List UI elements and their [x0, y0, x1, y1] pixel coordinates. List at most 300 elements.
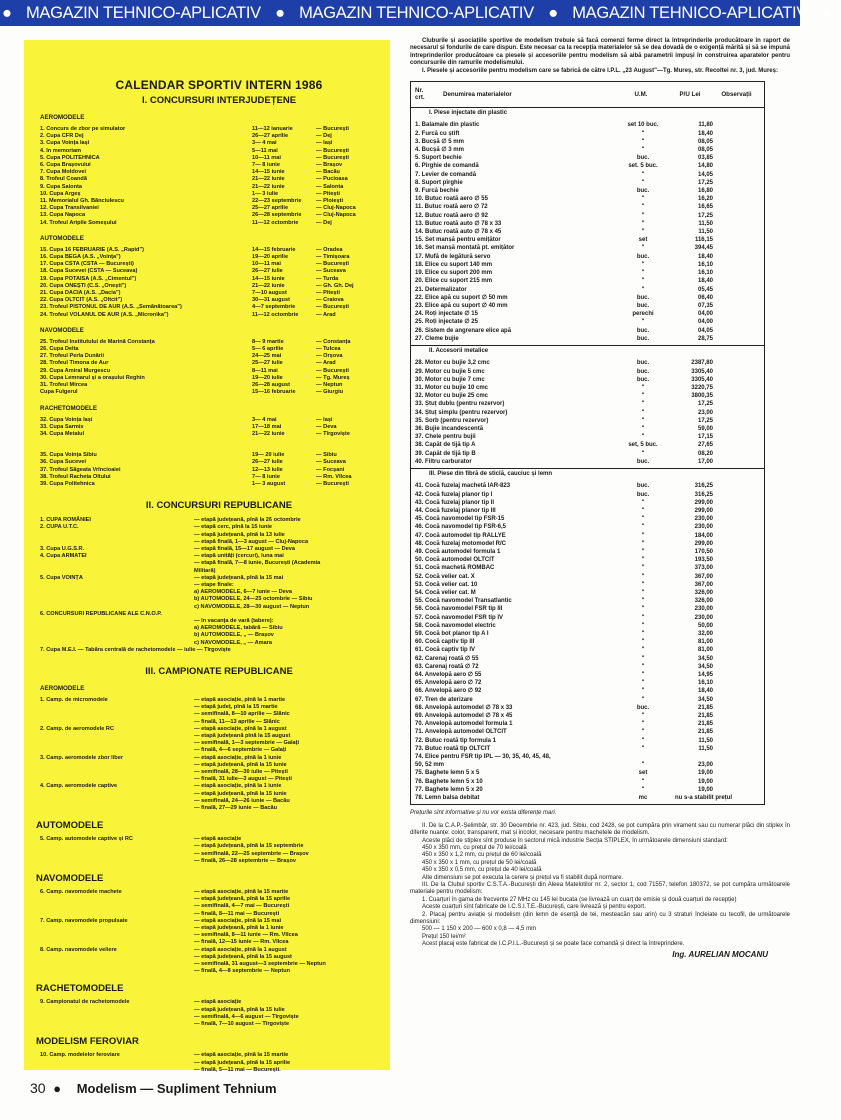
event-place: — Dej	[316, 219, 332, 226]
price: 14,95	[697, 672, 713, 679]
event-date: 21—22 iunie	[252, 430, 285, 437]
stage-line: — finală, 26—28 septembrie — Brașov	[194, 857, 296, 864]
material-name: 7. Levier de comandă	[415, 171, 477, 178]
event-place: — Suceava	[316, 459, 346, 466]
page-footer	[30, 1080, 277, 1096]
calendar-row	[36, 176, 382, 183]
table-row	[415, 179, 764, 187]
calendar-row	[36, 312, 382, 319]
material-name: 18. Elice cu suport 140 mm	[415, 261, 493, 268]
event-place: — Arad	[316, 311, 336, 318]
event-name: 3. Cupa Voința Iași	[40, 140, 90, 147]
material-name: 15. Set manșă pentru emițător	[415, 237, 501, 244]
event-name: 7. Cupa Moldovei	[40, 169, 86, 176]
event-date: 14—15 iunie	[252, 275, 285, 282]
unit: buc.	[636, 327, 650, 334]
observation	[713, 638, 764, 646]
material-name: 13. Butuc roată auto ∅ 78 x 33	[415, 220, 502, 227]
material-name: 61. Cocă captiv tip IV	[415, 647, 476, 654]
price: 18,40	[697, 130, 713, 137]
event-date: 7— 8 iunie	[252, 162, 280, 169]
material-name: 45. Cocă navomodel tip FSR-15	[415, 516, 505, 523]
unit: "	[641, 655, 645, 662]
event-date: 7—10 august	[252, 290, 287, 297]
event-place: — București	[316, 480, 349, 487]
material-name: 9. Furcă bechie	[415, 188, 459, 195]
championship-name: 5. Camp. automodele captive și RC	[40, 836, 133, 843]
table-row	[415, 441, 764, 449]
price: 17,25	[697, 417, 713, 424]
price: 34,50	[697, 663, 713, 670]
event-name: 28. Trofeul Timona de Aur	[40, 360, 109, 367]
material-name: 64. Anvelopă aero ∅ 55	[415, 672, 482, 679]
event-name: 18. Cupa Sucevei (CSTA — Suceava)	[40, 268, 138, 275]
event-date: 12—13 iulie	[252, 466, 283, 473]
group-title: II. Accesorii metalice	[429, 347, 489, 354]
stage-line: — etapă județeană, pînă la 15 aprilie	[194, 1059, 291, 1066]
table-row	[415, 704, 764, 712]
event-name: 1. Concurs de zbor pe simulator	[40, 126, 126, 132]
stage-line: — etapă finală, 1—3 august — Cluj-Napoca	[194, 538, 309, 545]
unit: buc.	[636, 294, 650, 301]
price: 08,05	[697, 147, 713, 154]
table-row	[415, 286, 764, 294]
event-date: 3— 4 mai	[252, 416, 277, 423]
event-name: 13. Cupa Napoca	[40, 212, 86, 219]
price: 3305,40	[691, 368, 713, 375]
unit: "	[641, 425, 645, 432]
event-name: 38. Trofeul Racheta Oltului	[40, 473, 111, 480]
price: 16,10	[697, 261, 713, 268]
material-name: 50, 52 mm	[415, 762, 445, 769]
calendar-row	[36, 474, 382, 481]
price: 59,00	[697, 425, 713, 432]
unit: "	[641, 549, 645, 555]
championship-name: 8. Camp. navomodele veliere	[40, 946, 117, 953]
unit: "	[641, 434, 645, 441]
calendar-row	[36, 283, 382, 290]
event-place: — Salonta	[316, 183, 344, 190]
event-name: 35. Cupa Voința Sibiu	[40, 452, 97, 459]
championship	[36, 889, 382, 918]
observation	[713, 745, 764, 753]
event-date: 11—12 octombrie	[252, 219, 299, 226]
table-row	[415, 212, 764, 220]
price: 28,75	[697, 335, 713, 342]
unit: "	[641, 319, 645, 326]
republican-contest	[36, 647, 382, 654]
unit: "	[641, 762, 645, 769]
table-header	[411, 82, 764, 108]
price: 16,10	[697, 680, 713, 687]
table-row	[415, 269, 764, 277]
unit: set. 5 buc.	[628, 163, 658, 170]
material-name: 31. Motor cu bujie 10 cmc	[415, 384, 489, 391]
stage-line: a) AEROMODELE, 6—7 iunie — Deva	[194, 589, 293, 596]
stage-line: Militară)	[194, 567, 216, 574]
contest-stages	[194, 524, 382, 546]
material-name: 65. Anvelopă aero ∅ 72	[415, 680, 482, 687]
material-name: 37. Chele pentru bujii	[415, 434, 476, 441]
stage-line: — finală, 12—15 iunie — Rm. Vîlcea	[194, 939, 289, 946]
unit: buc.	[636, 188, 650, 195]
championship-name: 4. Camp. aeromodele captive	[40, 783, 118, 790]
stage-line: — etapă județeană, pînă la 15 iunie	[194, 761, 287, 768]
event-date: 22—23 septembrie	[252, 198, 302, 205]
republican-contest	[36, 524, 382, 546]
stage-line: — semifinală, 4—7 mai — București	[194, 903, 290, 910]
observation	[713, 761, 764, 769]
paragraph: Prețul 150 lei/m²	[422, 933, 466, 940]
material-name: 5. Suport bechie	[415, 155, 462, 162]
observation	[713, 384, 764, 392]
col-price: P/U Lei	[679, 91, 701, 99]
calendar-row	[36, 212, 382, 219]
event-name: 37. Trofeul Săgeata Vrîncioaiei	[40, 466, 121, 473]
event-date: 21—22 iunie	[252, 282, 285, 289]
observation	[713, 515, 764, 523]
unit: "	[641, 499, 645, 506]
contest-name: 2. CUPA U.T.C.	[40, 524, 79, 531]
unit: "	[641, 212, 645, 219]
table-row	[415, 425, 764, 433]
calendar-row	[36, 431, 382, 438]
price: 19,00	[697, 770, 713, 777]
material-name: 34. Ștuț simplu (pentru rezervor)	[415, 409, 508, 416]
table-row	[415, 318, 764, 326]
republican-contest	[36, 517, 382, 524]
event-name: 5. Cupa POLITEHNICA	[40, 154, 100, 161]
stage-line: — finală, 5—11 mai — București.	[194, 1066, 281, 1073]
banner-text: MAGAZIN TEHNICO-APLICATIV	[572, 4, 808, 22]
material-name: 74. Elice pentru FSR tip IPL — 30, 35, 40, 45, 48,	[415, 754, 551, 761]
material-name: 23. Elice apă cu suport ∅ 40 mm	[415, 302, 508, 309]
championship-name: 7. Camp. navomodele propulsate	[40, 917, 128, 924]
observation	[713, 441, 764, 449]
unit: "	[641, 565, 645, 572]
observation	[713, 671, 764, 679]
table-row	[415, 646, 764, 654]
table-row	[415, 597, 764, 605]
event-name: 30. Cupa Lemnarul și a orașului Reghin	[40, 374, 145, 381]
price: 17,25	[697, 212, 713, 219]
unit: "	[641, 179, 645, 186]
observation	[713, 179, 764, 187]
material-name: 75. Baghete lemn 5 x 5	[415, 770, 480, 777]
contest-name: 3. Cupa U.G.S.R.	[40, 545, 85, 552]
calendar-row	[36, 417, 382, 424]
price: 19,00	[697, 778, 713, 785]
material-name: 59. Cocă bot planor tip A I	[415, 631, 489, 638]
dimensions-list	[410, 845, 790, 875]
stage-line: — etapă județeană, pînă la 13 iulie	[194, 531, 285, 538]
unit: mc	[638, 795, 648, 802]
event-name: 29. Cupa Amiral Murgescu	[40, 367, 111, 374]
championship-stages	[194, 999, 382, 1028]
calendar-row	[36, 162, 382, 169]
table-row	[415, 548, 764, 556]
material-name: 72. Butuc roată tip formula 1	[415, 737, 497, 744]
unit	[611, 753, 675, 761]
unit: set	[638, 237, 648, 244]
event-name: 4. In memoriam	[40, 147, 82, 154]
col-nr: Nr. crt.	[415, 87, 425, 101]
observation	[713, 269, 764, 277]
event-place: — București	[316, 126, 349, 132]
publication-name: Modelism — Supliment Tehnium	[76, 1081, 277, 1096]
championship	[36, 755, 382, 784]
event-place: — Cluj-Napoca	[316, 205, 356, 212]
material-name: 12. Butuc roată aero ∅ 92	[415, 212, 488, 219]
event-place: — Brașov	[316, 162, 343, 169]
price: 06,40	[697, 294, 713, 301]
unit: "	[641, 524, 645, 531]
republican-contest	[36, 611, 382, 647]
unit: "	[641, 270, 645, 277]
observation	[713, 548, 764, 556]
calendar-row	[36, 382, 382, 389]
observation	[713, 540, 764, 548]
contest-stages	[194, 553, 382, 575]
price: 326,00	[694, 598, 713, 605]
unit: set	[638, 770, 648, 777]
material-name: 52. Cocă velier cat. X	[415, 573, 475, 580]
observation	[713, 523, 764, 531]
championship-stages	[194, 947, 382, 976]
championship	[36, 783, 382, 812]
calendar-row	[36, 353, 382, 360]
calendar-row	[36, 247, 382, 254]
table-row	[415, 162, 764, 170]
observation	[713, 195, 764, 203]
material-name: 4. Bucșă ∅ 3 mm	[415, 147, 464, 154]
table-row	[415, 679, 764, 687]
event-date: 21—22 iunie	[252, 176, 285, 183]
stage-line: c) NAVOMODELE, „ — Amara	[194, 639, 273, 646]
event-name: 11. Memorialul Gh. Bănciulescu	[40, 198, 124, 205]
price: 34,50	[697, 655, 713, 662]
table-row	[415, 638, 764, 646]
championship	[36, 1052, 382, 1074]
event-date: 17—18 mai	[252, 423, 282, 430]
price: 07,35	[697, 302, 713, 309]
calendar-row	[36, 424, 382, 431]
event-place: — Focșani	[316, 466, 345, 473]
stage-line: — etapă județeană, pînă la 15 septembrie	[194, 843, 304, 850]
observation	[713, 507, 764, 515]
observation	[713, 409, 764, 417]
table-row	[415, 794, 764, 802]
magazine-banner	[0, 0, 831, 26]
observation	[713, 646, 764, 654]
calendar-row	[36, 198, 382, 205]
contest-stages	[194, 546, 382, 553]
price	[675, 753, 713, 761]
event-place: — Pucioasa	[316, 176, 348, 183]
event-place: — Rm. Vîlcea	[316, 473, 352, 480]
table-row	[415, 302, 764, 310]
table-row	[415, 417, 764, 425]
table-row	[415, 507, 764, 515]
banner-bullet: ●	[821, 4, 831, 22]
table-row	[415, 614, 764, 622]
unit: "	[641, 401, 645, 408]
event-name: 27. Trofeul Perla Dunării	[40, 353, 105, 360]
material-name: 16. Set manșă montată pt. emițător	[415, 245, 515, 252]
category-heading: NAVOMODELE	[40, 326, 84, 334]
unit: "	[641, 631, 645, 638]
observation	[713, 597, 764, 605]
stage-line: — etapă finală, 15—17 august — Deva	[194, 545, 296, 552]
event-place: — Pitești	[316, 290, 340, 297]
unit: "	[641, 147, 645, 154]
material-name: 43. Cocă fuzelaj planor tip II	[415, 499, 495, 506]
price: 04,00	[697, 311, 713, 318]
observation	[713, 778, 764, 786]
table-row	[415, 581, 764, 589]
table-row	[415, 253, 764, 261]
table-group	[411, 108, 764, 346]
event-date: 5—11 mai	[252, 147, 278, 154]
banner-bullet: ●	[2, 4, 12, 22]
stage-line: — etapă asociație, pînă la 1 iunie	[194, 783, 282, 790]
price: 18,40	[697, 253, 713, 260]
price: 16,65	[697, 204, 713, 211]
observation	[713, 310, 764, 318]
observation	[713, 712, 764, 720]
stage-line: — semifinală, 1—3 septembrie — Galați	[194, 740, 300, 747]
table-row	[415, 605, 764, 613]
event-place: — Iași	[316, 140, 333, 147]
price: 18,40	[697, 688, 713, 695]
stage-line: — finală, 7—10 august — Tîrgoviște	[194, 1021, 290, 1028]
material-name: 62. Carenaj roată ∅ 55	[415, 655, 479, 662]
material-name: 17. Mufă de legătură servo	[415, 253, 491, 260]
dimension-line: 450 x 350 x 0,5 mm, cu prețul de 40 lei/coală	[422, 867, 542, 874]
championship-stages	[194, 836, 382, 865]
unit: "	[641, 581, 645, 588]
contest-name: 4. Cupa ARMATEI	[40, 553, 87, 560]
observation	[713, 737, 764, 745]
material-name: 14. Butuc roată auto ∅ 78 x 45	[415, 229, 502, 236]
material-name: 11. Butuc roată aero ∅ 72	[415, 204, 488, 211]
observation	[713, 130, 764, 138]
championship-name: 6. Camp. navomodele machete	[40, 889, 122, 896]
unit: "	[641, 745, 645, 752]
unit: "	[641, 737, 645, 744]
group-title: III. Piese din fibră de sticlă, cauciuc și lemn	[429, 470, 553, 477]
championship-stages	[194, 783, 382, 812]
table-row	[415, 384, 764, 392]
contest-name: 6. CONCURSURI REPUBLICANE ALE C.N.O.P.	[40, 610, 162, 617]
table-row	[415, 130, 764, 138]
unit: "	[641, 507, 645, 514]
unit: set, 5 buc.	[628, 442, 658, 449]
price: 81,00	[697, 639, 713, 646]
material-name: 53. Cocă velier cat. 10	[415, 581, 478, 588]
stage-line: — etape finale:	[194, 581, 234, 588]
table-row	[415, 277, 764, 285]
stage-line: — etapă asociație, pînă la 15 martie	[194, 889, 289, 896]
championship-stages	[194, 755, 382, 784]
observation	[713, 146, 764, 154]
event-date: 26—27 iulie	[252, 459, 283, 466]
material-name: 70. Anvelopă automodel formula 1	[415, 721, 513, 728]
calendar-row	[36, 126, 382, 133]
unit: buc.	[636, 368, 650, 375]
observation	[713, 786, 764, 794]
paragraph: 1. Cuarțuri în gama de frecvențe 27 MHz cu 145 lei bucata (se livrează un cuarț de emisie și două cuarțuri de recepție)	[422, 896, 737, 903]
observation	[713, 499, 764, 507]
republican-contest	[36, 575, 382, 611]
contest-name: 5. Cupa VOINȚA	[40, 574, 83, 581]
price: 21,85	[697, 713, 713, 720]
price: 170,50	[694, 549, 713, 555]
stage-line: b) AUTOMODELE, 24—25 octombrie — Sibiu	[194, 596, 313, 603]
observation	[713, 294, 764, 302]
calendar-row	[36, 459, 382, 466]
observation	[713, 614, 764, 622]
price: 17,25	[697, 179, 713, 186]
price: 230,00	[694, 606, 713, 613]
unit: "	[641, 778, 645, 785]
material-name: 48. Cocă fuzelaj motomodel R/C	[415, 540, 507, 547]
event-name: 23. Trofeul PISTONUL DE AUR (A.S. „Semănătoarea")	[40, 304, 182, 311]
event-place: — Turda	[316, 275, 339, 282]
material-name: 38. Capăt de tijă tip A	[415, 442, 476, 449]
price: 17,25	[697, 401, 713, 408]
table-row	[415, 786, 764, 794]
campionate-list	[36, 685, 382, 1074]
unit: "	[641, 540, 645, 547]
price: 19,00	[697, 786, 713, 793]
event-place: — Neptun	[316, 382, 343, 389]
event-date: 25—27 iulie	[252, 360, 283, 367]
material-name: 30. Motor cu bujie 7 cmc	[415, 376, 485, 383]
table-row	[415, 121, 764, 129]
contest-name: 1. CUPA ROMÂNIEI	[40, 517, 91, 524]
material-name: 27. Cleme bujie	[415, 335, 459, 342]
table-row	[415, 228, 764, 236]
price: 14,80	[697, 163, 713, 170]
stage-line: — etapă județeană, pînă la 15 august	[194, 953, 292, 960]
material-name: 32. Motor cu bujie 25 cmc	[415, 393, 489, 400]
bullet-icon: ●	[53, 1081, 62, 1096]
category-heading: MODELISM FEROVIAR	[36, 1036, 139, 1048]
unit: "	[641, 261, 645, 268]
calendar-row	[36, 220, 382, 227]
price: 230,00	[694, 516, 713, 523]
calendar-row	[36, 297, 382, 304]
material-name: 73. Butuc roată tip OLTCIT	[415, 745, 491, 752]
event-name: 20. Cupa ONEȘTI (C.S. „Onești")	[40, 282, 127, 289]
observation	[713, 753, 764, 761]
table-row	[415, 392, 764, 400]
event-date: 25—27 aprilie	[252, 205, 289, 212]
event-place: — Oradea	[316, 246, 343, 253]
price: 184,00	[694, 532, 713, 539]
price: 3800,35	[691, 393, 713, 400]
price: 16,10	[697, 270, 713, 277]
event-name: 16. Cupa BEGA (A.S. „Voința")	[40, 254, 121, 261]
stage-line: — etapă județeană, pînă la 15 aprilie	[194, 896, 291, 903]
banner-bullet: ●	[548, 4, 558, 22]
event-name: 9. Cupa Salonta	[40, 183, 82, 190]
material-name: 20. Elice cu suport 215 mm	[415, 278, 493, 285]
event-place: — Deva	[316, 423, 337, 430]
stage-line: — etapă cerc, pînă la 15 iunie	[194, 524, 273, 531]
observation	[713, 417, 764, 425]
